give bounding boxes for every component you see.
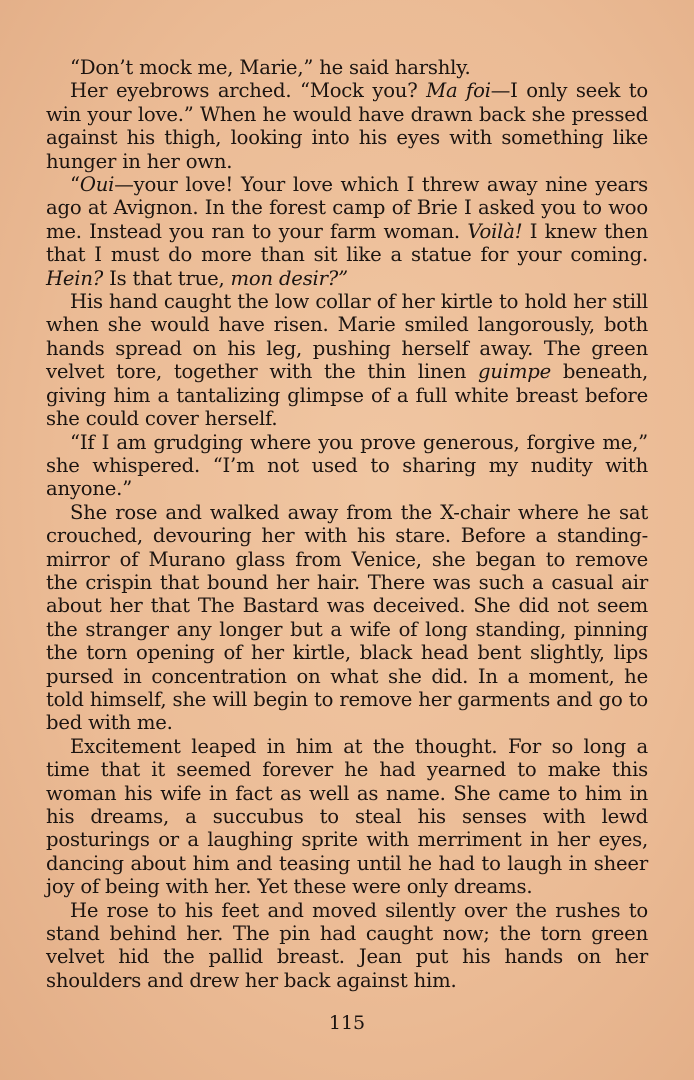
text-run: Excitement leaped in him at the thought. For so long a time that it seemed forever he had yearned to make this woman his wife in fact as well as name. She came to him in his dreams, a succubus to steal his senses with lewd posturings or a laughing sprite with merriment in her eyes, dancing about him and teasing until he had to laugh in sheer joy of being with her. Yet these were only dreams. <box>46 734 648 899</box>
text-run: He rose to his feet and moved silently over the rushes to stand behind her. The pin had caught now; the torn green velvet hid the pallid breast. Jean put his hands on her shoulders and drew her back against him. <box>46 898 648 992</box>
page-number: 115 <box>328 1012 366 1034</box>
paragraph <box>46 501 648 735</box>
text-run: “If I am grudging where you prove generous, forgive me,” she whispered. “I’m not used to sharing my nudity with anyone.” <box>46 430 648 501</box>
text-run: Is that true, <box>103 266 231 290</box>
paragraph <box>46 173 648 290</box>
body-text <box>46 56 648 992</box>
text-run: beneath, giving him a tantalizing glimpse of a full white breast before she could cover herself. <box>46 360 648 431</box>
text-run: “ <box>70 173 80 197</box>
italic-text-run: Oui <box>79 173 115 197</box>
paragraph <box>46 290 648 430</box>
italic-text-run: Ma foi <box>426 79 491 103</box>
italic-text-run: mon desir?” <box>230 266 348 290</box>
text-run: I knew then that I must do more than sit like a statue for your coming. <box>46 219 648 267</box>
text-run: —your love! Your love which I threw away nine years ago at Avignon. In the forest camp of Brie I asked you to woo me. Instead you ran to your farm woman. <box>46 173 648 243</box>
text-run: —I only seek to win your love.” When he would have drawn back she pressed against his thigh, looking into his eyes with something like hunger in her own. <box>46 79 649 173</box>
italic-text-run: Voilà! <box>467 219 523 243</box>
text-run: Her eyebrows arched. “Mock you? <box>70 79 427 103</box>
italic-text-run: Hein? <box>46 266 104 290</box>
text-run: “Don’t mock me, Marie,” he said harshly. <box>70 56 471 79</box>
text-run: She rose and walked away from the X-chair where he sat crouched, devouring her with his stare. Before a standing-mirror of Murano glass from Venice, she began to remove the crispin that bound her hair. There was such a casual air about her that The Bastard was deceived. She did not seem the stranger any longer but a wife of long standing, pinning the torn opening of her kirtle, black head bent slightly, lips pursed in concentration on what she did. In a moment, he told himself, she will begin to remove her garments and go to bed with me. <box>46 500 648 735</box>
paragraph <box>46 79 648 173</box>
paragraph <box>46 899 648 993</box>
paragraph <box>46 735 648 899</box>
paragraph <box>46 56 648 79</box>
text-run: His hand caught the low collar of her kirtle to hold her still when she would have risen. Marie smiled langorously, both hands spread on his leg, pushing herself away. The green velvet tore, together with the thin linen <box>46 290 648 384</box>
paragraph <box>46 431 648 501</box>
italic-text-run: guimpe <box>478 360 551 384</box>
